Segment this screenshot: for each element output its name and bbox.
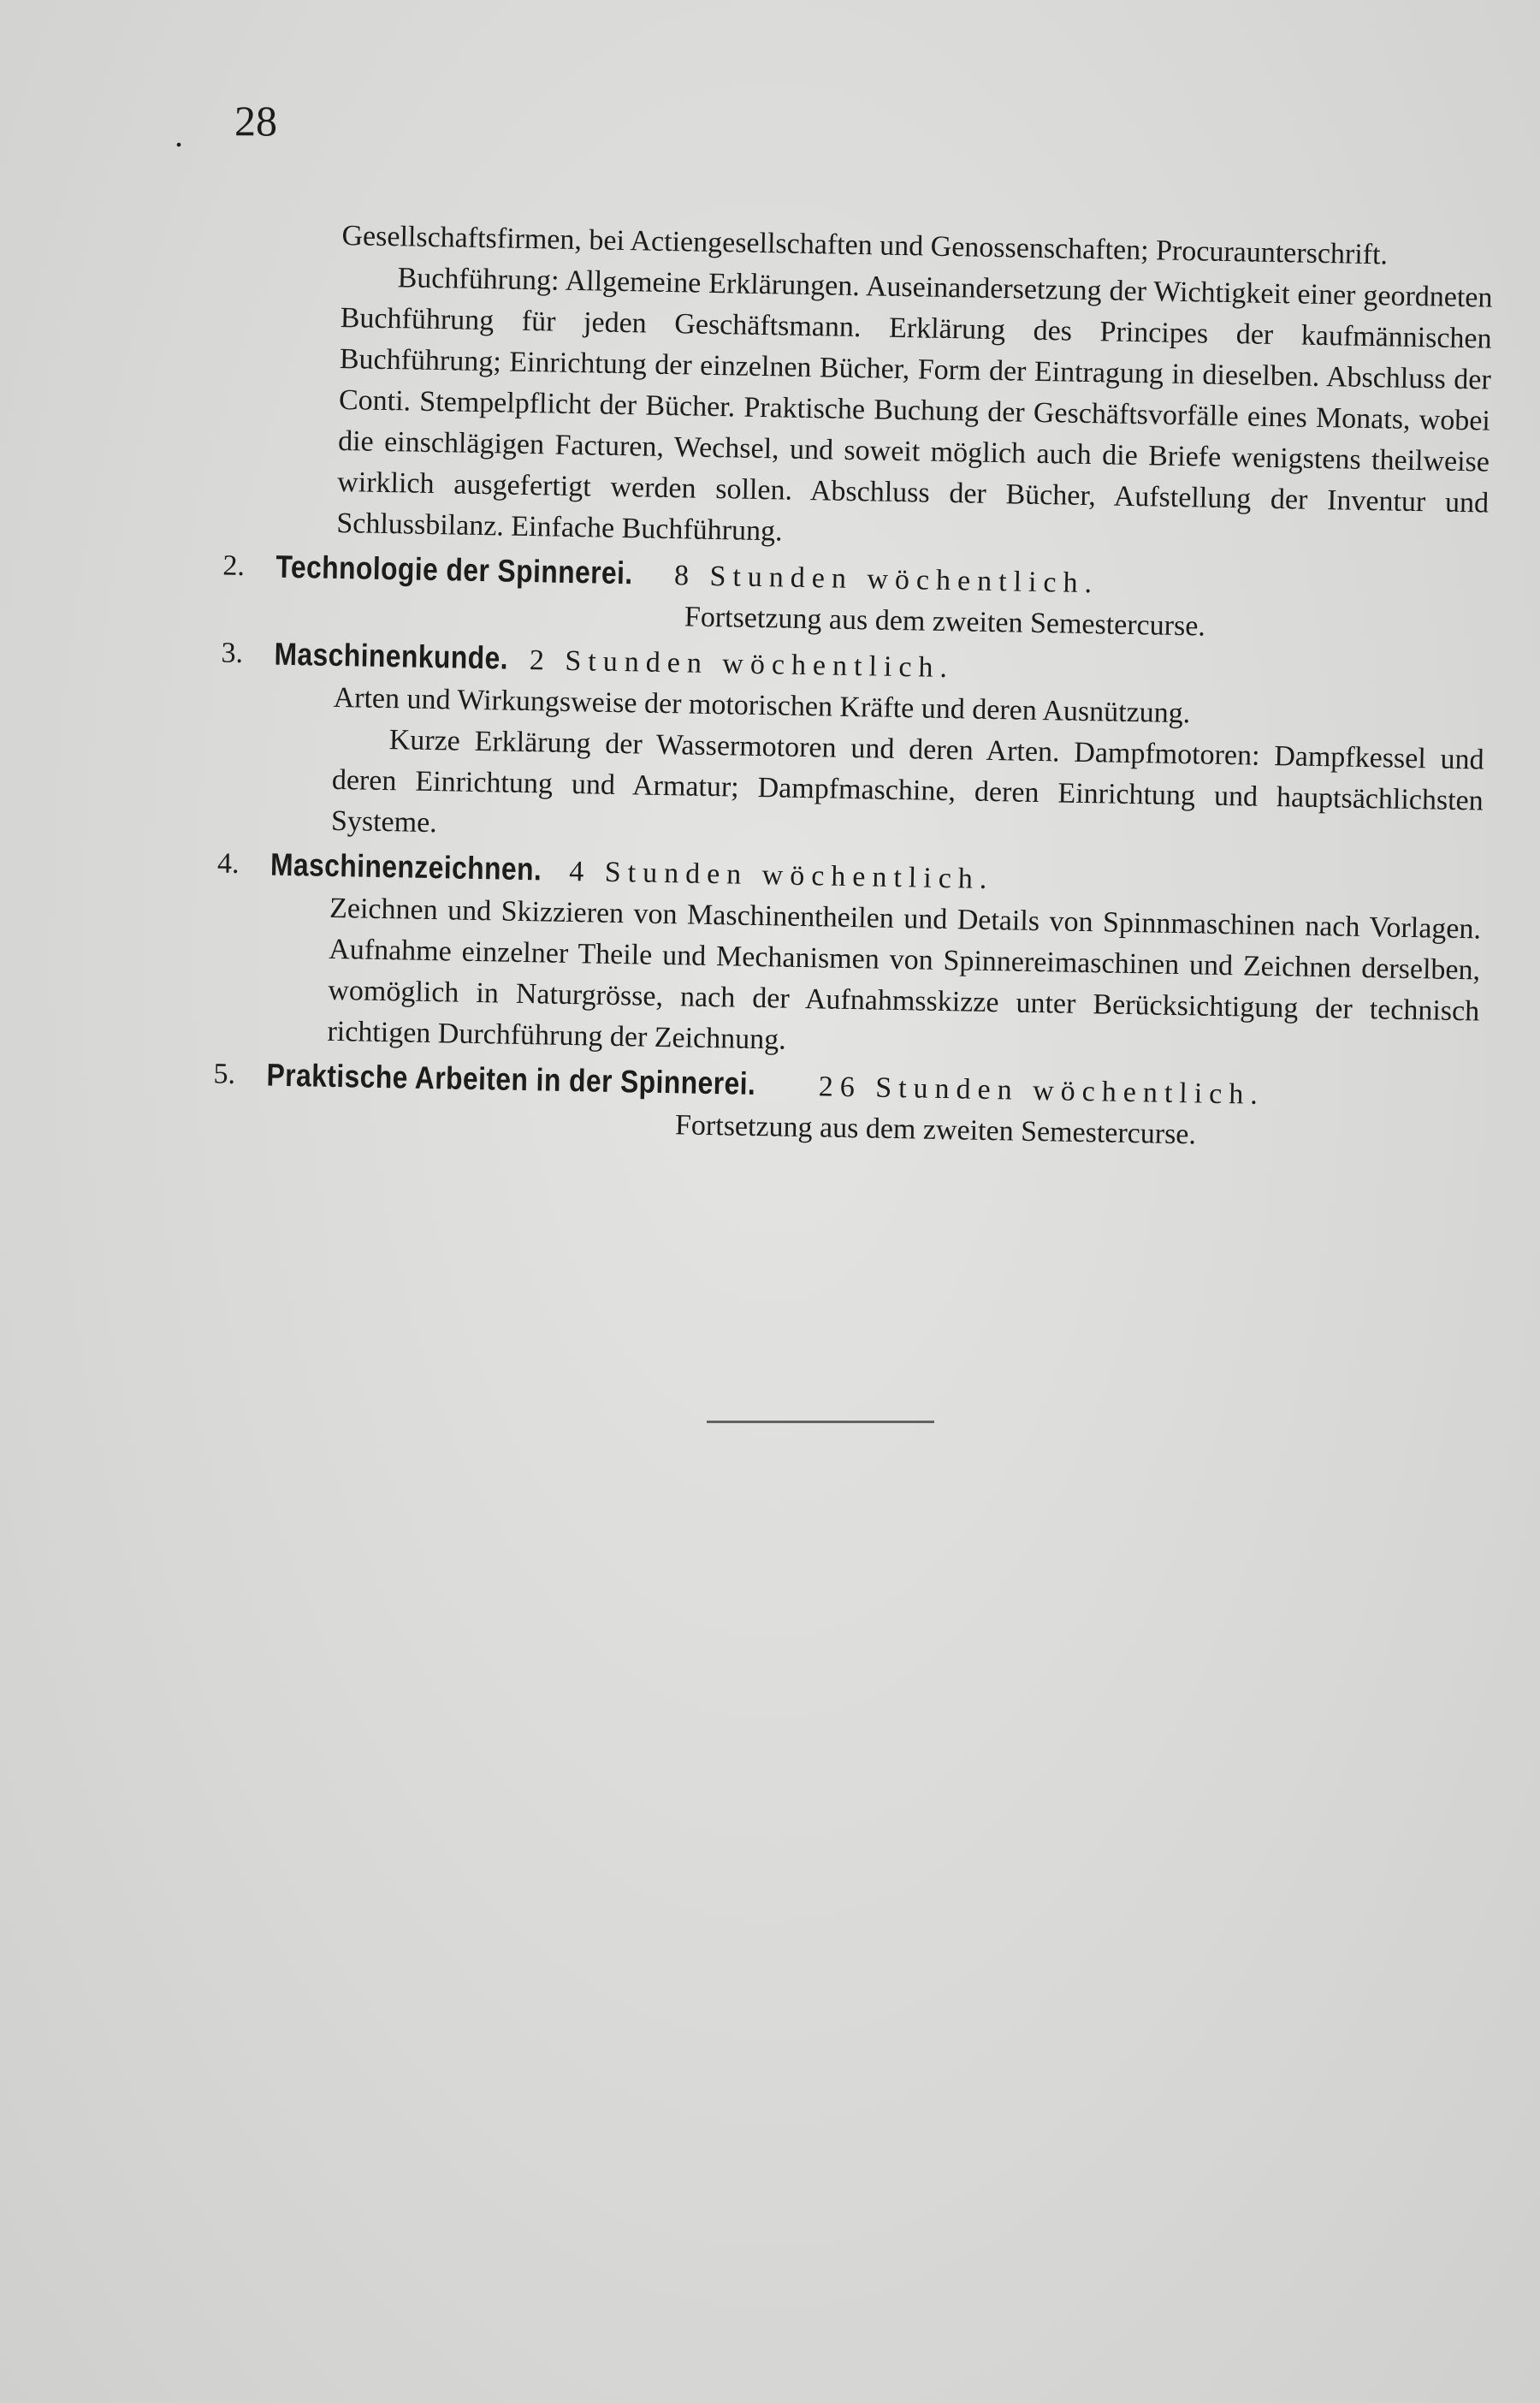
section-2-hours: 8 Stunden wöchentlich. xyxy=(673,560,1099,600)
section-3-body-2: Kurze Erklärung der Wassermotoren und deren Arten. Dampfmotoren: Dampfkessel und deren Einrichtung und Armatur; Dampfmaschine, deren Einrichtung und hauptsächlichsten Systeme. xyxy=(330,724,1484,840)
section-4-body: Zeichnen und Skizzieren von Maschinentheilen und Details von Spinnmaschinen nach Vorlagen. Aufnahme einzelner Theile und Mechanismen von Spinnereimaschinen und Zeichnen derselben, womöglich in Naturgrösse, nach der Aufnahmsskizze unter Berücksichtigung der technisch richtigen Durchführung der Zeichnung. xyxy=(327,892,1482,1056)
section-4-number: 4. xyxy=(216,847,240,880)
section-3-body-1: Arten und Wirkungsweise der motorischen Kräfte und deren Ausnützung. xyxy=(333,681,1191,730)
section-5-number: 5. xyxy=(213,1058,236,1090)
bookkeeping-paragraph: Buchführung: Allgemeine Erklärungen. Auseinandersetzung der Wichtigkeit einer geordneten Buchführung für jeden Geschäftsmann. Erklärung des Principes der kaufmännischen Buchführung; Einrichtung der einzelnen Bücher, Form der Eintragung in dieselben. Abschluss der Conti. Stempelpflicht der Bücher. Praktische Buchung der Geschäftsvorfälle eines Monats, wobei die einschlägigen Facturen, Wechsel, und soweit möglich auch die Briefe wenigstens theilweise wirklich ausgefertigt werden sollen. Abschluss der Bücher, Aufstellung der Inventur und Schlussbilanz. Einfache Buchführung. xyxy=(336,262,1493,548)
intro-paragraph: Gesellschaftsfirmen, bei Actiengesellschaften und Genossenschaften; Procuraunterschrift. xyxy=(341,219,1389,271)
section-2-number: 2. xyxy=(222,549,246,582)
section-3-title: Maschinenkunde. xyxy=(274,636,509,676)
page-content xyxy=(213,216,1494,1160)
section-4-title: Maschinenzeichnen. xyxy=(270,846,542,887)
section-5-title: Praktische Arbeiten in der Spinnerei. xyxy=(266,1057,756,1102)
section-5-body: Fortsetzung aus dem zweiten Semestercurse. xyxy=(674,1109,1197,1151)
section-4-hours: 4 Stunden wöchentlich. xyxy=(568,855,994,896)
margin-mark: . xyxy=(175,116,183,154)
section-3-number: 3. xyxy=(221,637,244,669)
section-5-hours: 26 Stunden wöchentlich. xyxy=(818,1071,1265,1111)
page-number: 28 xyxy=(234,97,277,145)
section-2-body: Fortsetzung aus dem zweiten Semestercurse. xyxy=(684,601,1206,643)
section-3-hours: 2 Stunden wöchentlich. xyxy=(529,644,955,685)
end-rule xyxy=(707,1421,934,1423)
section-2-title: Technologie der Spinnerei. xyxy=(275,549,634,591)
